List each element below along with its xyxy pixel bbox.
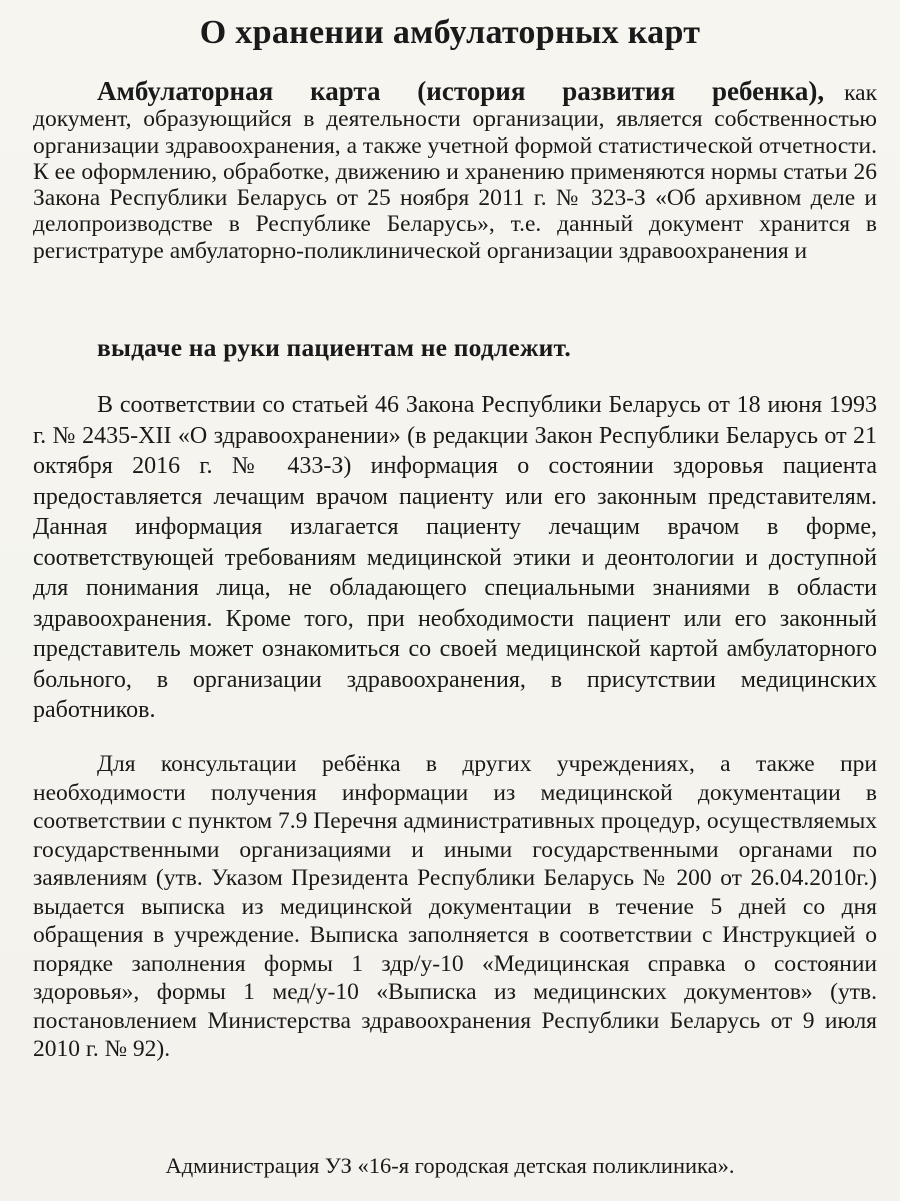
paragraph-consultation <box>33 750 877 1064</box>
paragraph-bold-lead: Амбулаторная карта (история развития ребенка), <box>97 76 825 106</box>
section-heading: выдаче на руки пациентам не подлежит. <box>97 333 571 362</box>
paragraph-text: В соответствии со статьей 46 Закона Республики Беларусь от 18 июня 1993 г. № 2435-XII «О здравоохранении» (в редакции Закон Республики Беларусь от 21 октября 2016 г. № 433-З) информация о состоянии здоровья пациента предоставляется лечащим врачом пациенту или его законным представителям. Данная информация излагается пациенту лечащим врачом в форме, соответствующей требованиям медицинской этики и деонтологии и доступной для понимания лица, не обладающего специальными знаниями в области здравоохранения. Кроме того, при необходимости пациент или его законный представитель может ознакомиться со своей медицинской картой амбулаторного больного, в организации здравоохранения, в присутствии медицинских работников. <box>33 392 877 723</box>
paragraph-storage <box>33 78 877 264</box>
paragraph-law-health <box>33 390 877 726</box>
paragraph-text: Для консультации ребёнка в других учреждениях, а также при необходимости получения информации из медицинской документации в соответствии с пунктом 7.9 Перечня административных процедур, осуществляемых государственными организациями и иными государственными органами по заявлениям (утв. Указом Президента Республики Беларусь № 200 от 26.04.2010г.) выдается выписка из медицинской документации в течение 5 дней со дня обращения в учреждение. Выписка заполняется в соответствии с Инструкцией о порядке заполнения формы 1 здр/у-10 «Медицинская справка о состоянии здоровья», формы 1 мед/у-10 «Выписка из медицинских документов» (утв. постановлением Министерства здравоохранения Республики Беларусь от 9 июля 2010 г. № 92). <box>33 751 877 1062</box>
signature-line: Администрация УЗ «16-я городская детская поликлиника». <box>165 1153 735 1178</box>
paragraph-text: как документ, образующийся в деятельности организации, является собственностью организации здравоохранения, а также учетной формой статистической отчетности. К ее оформлению, обработке, движению и хранению применяются нормы статьи 26 Закона Республики Беларусь от 25 ноября 2011 г. № 323-З «Об архивном деле и делопроизводстве в Республике Беларусь», т.е. данный документ хранится в регистратуре амбулаторно-поликлинической организации здравоохранения и <box>33 80 877 264</box>
page-title: О хранении амбулаторных карт <box>199 14 701 51</box>
